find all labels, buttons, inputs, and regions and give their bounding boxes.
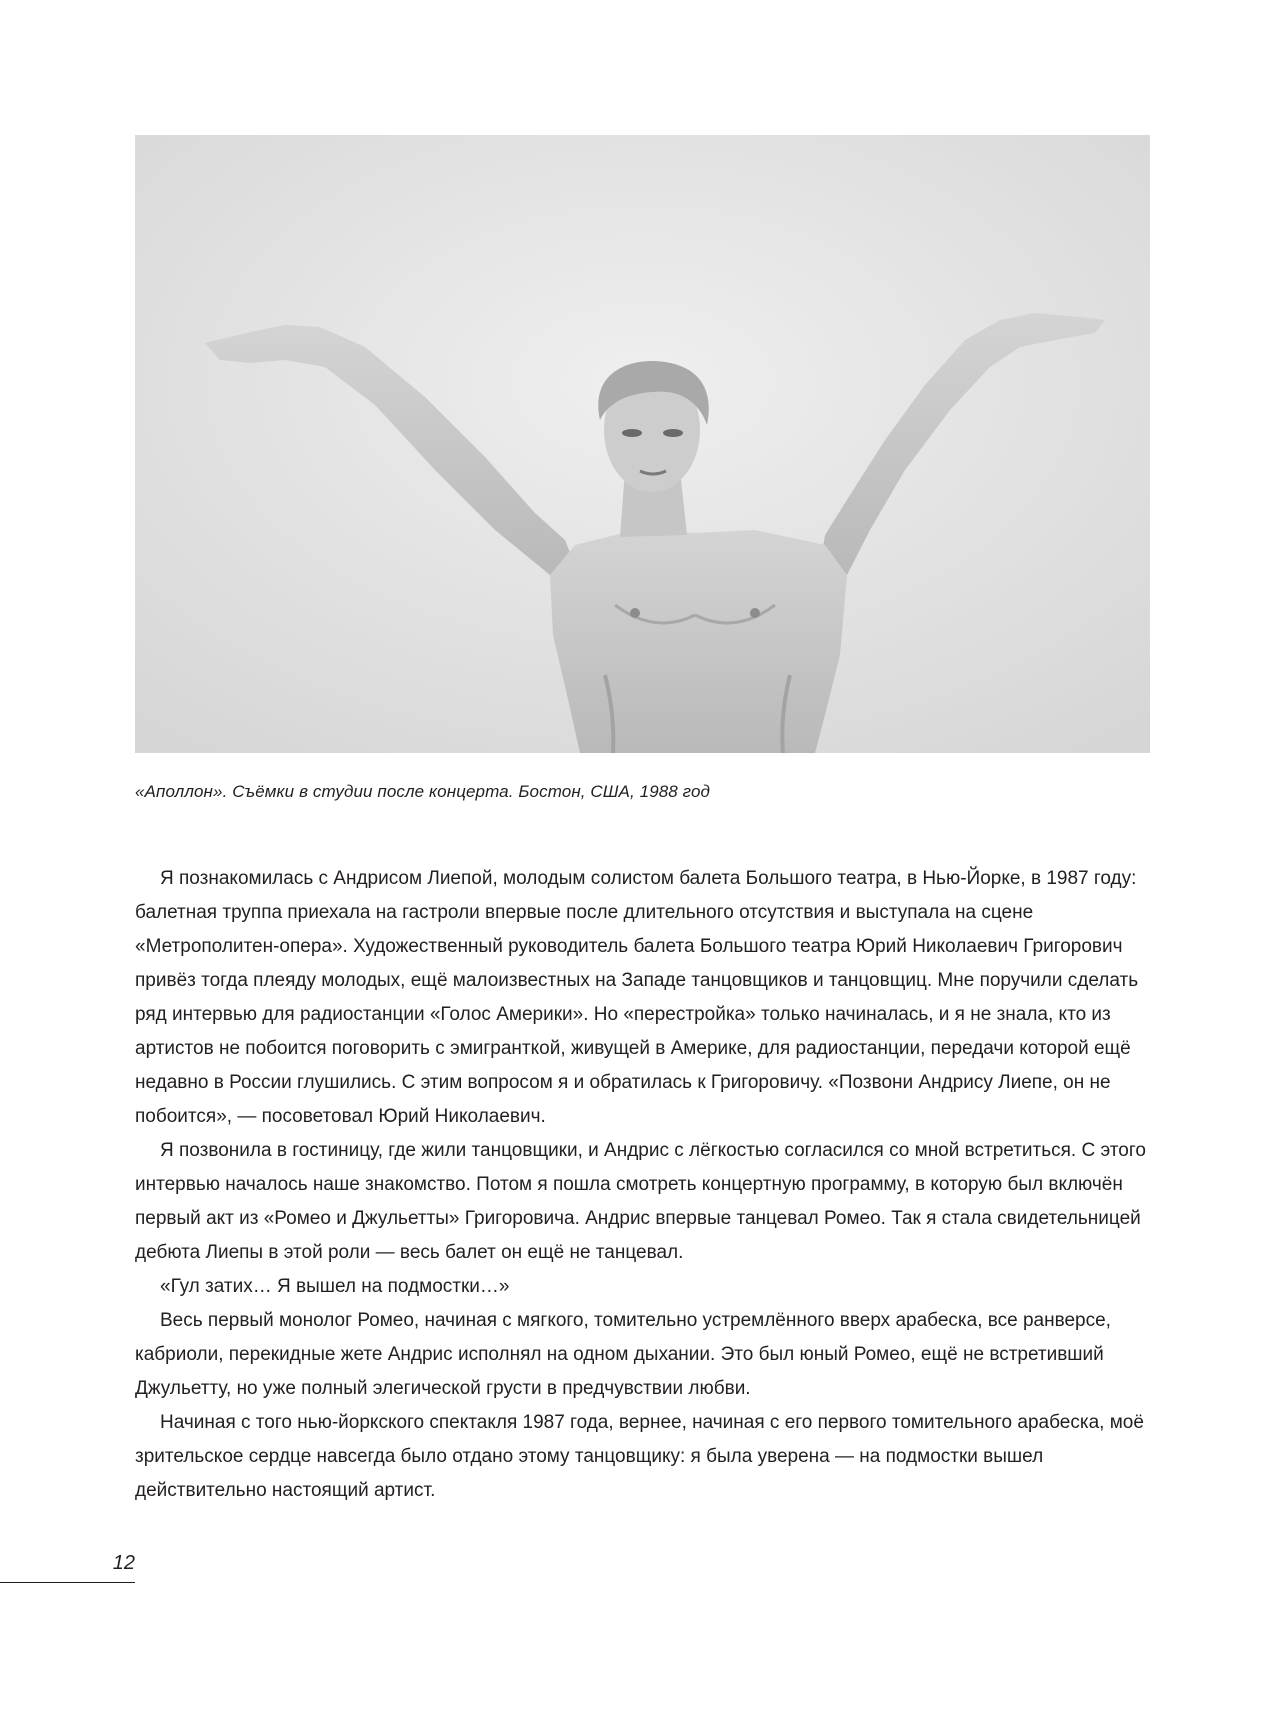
- photo-dancer-apollo: [135, 135, 1150, 753]
- article-body: [135, 862, 1153, 1508]
- paragraph: Начиная с того нью-йоркского спектакля 1987 года, вернее, начиная с его первого томительного арабеска, моё зрительское сердце навсегда было отдано этому танцовщику: я была уверена — на подмостки вышел действительно настоящий артист.: [135, 1412, 1144, 1501]
- page-number: 12: [112, 1552, 135, 1574]
- paragraph: «Гул затих… Я вышел на подмостки…»: [160, 1276, 510, 1297]
- paragraph: Весь первый монолог Ромео, начиная с мягкого, томительно устремлённого вверх арабеска, все ранверсе, кабриоли, перекидные жете Андрис исполнял на одном дыхании. Это был юный Ромео, ещё не встретивший Джульетту, но уже полный элегической грусти в предчувствии любви.: [135, 1310, 1111, 1399]
- paragraph: Я познакомилась с Андрисом Лиепой, молодым солистом балета Большого театра, в Нью-Йорке, в 1987 году: балетная труппа приехала на гастроли впервые после длительного отсутствия и выступала на сцене «Метрополитен-опера». Художественный руководитель балета Большого театра Юрий Николаевич Григорович привёз тогда плеяду молодых, ещё малоизвестных на Западе танцовщиков и танцовщиц. Мне поручили сделать ряд интервью для радиостанции «Голос Америки». Но «перестройка» только начиналась, и я не знала, кто из артистов не побоится поговорить с эмигранткой, живущей в Америке, для радиостанции, передачи которой ещё недавно в России глушились. С этим вопросом я и обратилась к Григоровичу. «Позвони Андрису Лиепе, он не побоится», — посоветовал Юрий Николаевич.: [135, 868, 1139, 1127]
- paragraph: Я позвонила в гостиницу, где жили танцовщики, и Андрис с лёгкостью согласился со мной встретиться. С этого интервью началось наше знакомство. Потом я пошла смотреть концертную программу, в которую был включён первый акт из «Ромео и Джульетты» Григоровича. Андрис впервые танцевал Ромео. Так я стала свидетельницей дебюта Лиепы в этой роли — весь балет он ещё не танцевал.: [135, 1140, 1146, 1263]
- page-number-rule: [0, 1582, 135, 1583]
- dancer-photo-illustration: [135, 135, 1150, 753]
- photo-caption: «Аполлон». Съёмки в студии после концерта. Бостон, США, 1988 год: [135, 782, 711, 801]
